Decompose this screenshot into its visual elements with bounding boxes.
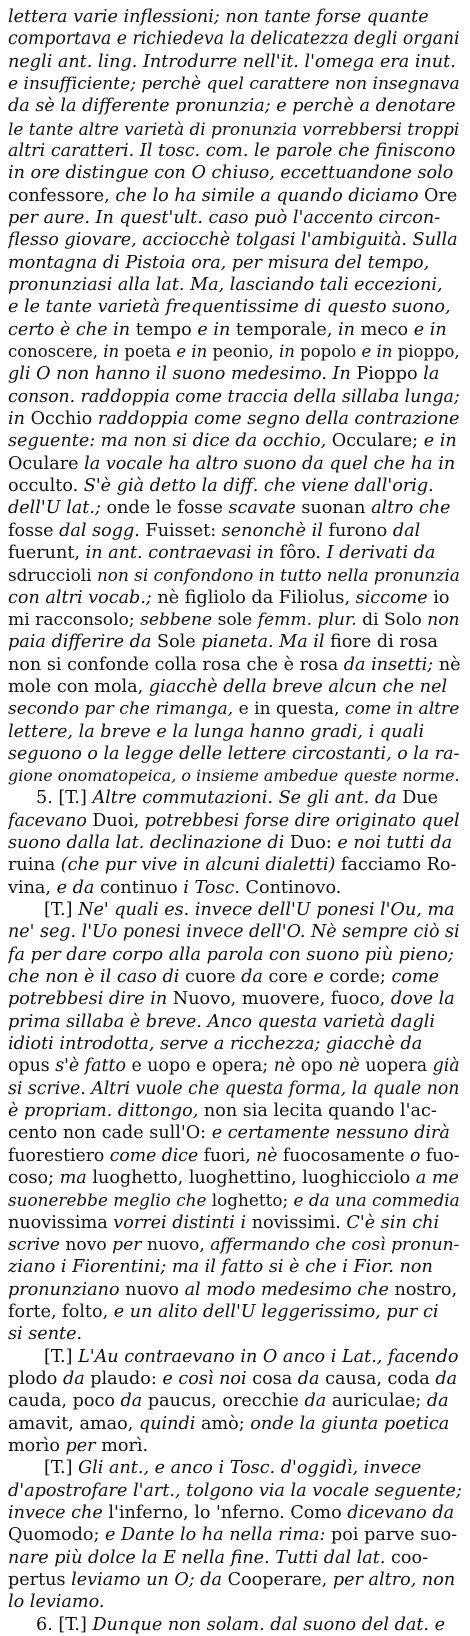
text-line (8, 73, 462, 95)
text-segment: secondo par che rimanga, (8, 699, 239, 720)
text-segment: amavit, amao, (8, 1413, 139, 1434)
text-segment: onde la giunta poetica (250, 1413, 450, 1434)
text-segment: si sente. (8, 1324, 83, 1345)
text-line (8, 1569, 462, 1591)
text-segment: idioti introdotta, serve a ricchezza; giacchè da (8, 1034, 423, 1055)
text-segment: montagna di Pistoia ora, per misura del tempo, (8, 252, 430, 273)
text-segment: con altri vocab.; (8, 587, 158, 608)
text-segment: comportava e richiedeva la delicatezza degli organi (8, 29, 460, 50)
text-segment: non sia lecita quando l'ac- (203, 1101, 437, 1122)
text-segment: raddoppia come segno della contrazione (97, 408, 460, 429)
text-line (8, 542, 462, 564)
text-segment: ziano i Fiorentini; ma il fatto si è che i Fior. non (8, 1257, 433, 1278)
text-segment: senonchè il (221, 520, 329, 541)
text-segment: forte, folto, (8, 1302, 114, 1323)
text-segment: furono (328, 520, 393, 541)
text-line (8, 1524, 462, 1546)
text-segment: seguente: ma non si dice da occhio, (8, 431, 332, 452)
text-segment: negli ant. ling. Introdurre nell'it. l'omega era inut. (8, 51, 456, 72)
text-line (8, 319, 462, 341)
text-segment: fuorestiero (8, 1145, 110, 1166)
text-line (8, 1346, 462, 1368)
text-segment: da (426, 1391, 449, 1412)
text-segment: i Tosc. (183, 877, 246, 898)
text-segment: nè figliolo da Filiolus, (157, 587, 356, 608)
text-segment: sole (217, 609, 258, 630)
text-line (8, 654, 462, 676)
text-segment: mi racconsolo; (8, 609, 141, 630)
text-segment: da (120, 1391, 148, 1412)
text-line (8, 1078, 462, 1100)
text-segment: leviamo un O; da (71, 1569, 228, 1590)
text-segment: Gli ant., e anco i Tosc. d'oggidì, invece (78, 1458, 422, 1479)
text-line (8, 1435, 462, 1457)
text-segment: Quomodo; (8, 1525, 105, 1546)
text-line (8, 520, 462, 542)
text-segment: plaudo: (90, 1369, 163, 1390)
text-segment: che lo ha simile a quando diciamo (115, 185, 425, 206)
text-line (8, 252, 462, 274)
text-segment: dell'U lat.; (8, 498, 107, 519)
text-segment: pioppo, (397, 341, 460, 361)
text-line (8, 587, 462, 609)
text-line (8, 453, 462, 475)
text-segment: fiore di rosa (330, 632, 438, 653)
text-line (8, 721, 462, 743)
text-segment: scrive (8, 1235, 66, 1256)
text-segment: si scrive. Altri vuole che questa forma, la quale non (8, 1078, 460, 1099)
text-segment: Occulare; (331, 431, 424, 452)
text-segment: pianeta. Ma il (201, 632, 331, 653)
text-segment: siccome (355, 587, 434, 608)
text-line (8, 363, 462, 385)
text-segment: tempo (135, 319, 198, 340)
text-line (8, 475, 462, 497)
text-segment: e in questa, (238, 699, 345, 720)
text-segment: lettera varie inflessioni; non tante forse quante (8, 7, 429, 27)
text-segment: pertus (8, 1569, 72, 1590)
text-line (8, 877, 462, 899)
text-line (8, 1502, 462, 1524)
text-segment: che non è il caso di (8, 967, 185, 988)
text-line (8, 229, 462, 251)
text-segment: prima sillaba è breve. Anco questa varietà dagli (8, 1011, 435, 1032)
text-segment: la (423, 364, 440, 385)
text-segment: di Solo (362, 609, 428, 630)
text-line (8, 1234, 462, 1256)
text-segment: Continovo. (245, 877, 342, 898)
text-segment: e le tante varietà frequentissime di questo suono, (8, 297, 451, 318)
text-segment: temporale, (235, 319, 339, 340)
text-segment: pronunziasi alla lat. Ma, lasciando tali eccezioni, (8, 274, 443, 295)
text-segment: 6. [T.] (36, 1614, 93, 1635)
text-segment: paucus, orecchie (147, 1391, 305, 1412)
text-line (8, 1011, 462, 1033)
text-segment: nuovo (125, 1279, 185, 1300)
text-line (8, 497, 462, 519)
text-segment: altri caratteri. Il tosc. com. le parole che finiscono (8, 140, 456, 161)
text-segment: [T.] (44, 1346, 79, 1367)
text-segment: da insetti; (343, 654, 439, 675)
text-segment: e noi tutti da (337, 833, 453, 854)
text-segment: e in (197, 319, 236, 340)
text-segment: auriculae; (331, 1391, 427, 1412)
text-line (8, 631, 462, 653)
text-segment: dove la (390, 989, 455, 1010)
text-line (8, 1480, 462, 1502)
text-segment: per (65, 1436, 102, 1456)
text-segment: Occhio (30, 408, 98, 429)
text-segment: Dunque non solam. dal suono del dat. e (92, 1614, 446, 1635)
text-segment: e in (423, 431, 457, 452)
text-segment: da (435, 1369, 458, 1390)
text-segment: l'inferno, lo 'nferno. Como (108, 1502, 348, 1523)
text-line (8, 386, 462, 408)
text-segment: facciamo Ro- (340, 855, 457, 876)
text-segment: per altro, non (332, 1569, 456, 1590)
text-segment: conoscere, (8, 341, 104, 361)
text-segment: potrebbesi forse dire originato quel (144, 810, 460, 831)
text-line (8, 296, 462, 318)
text-line (8, 28, 462, 50)
text-line (8, 609, 462, 631)
text-segment: fuocosamente (282, 1145, 411, 1166)
text-segment: Duo: (289, 833, 338, 854)
text-line (8, 341, 462, 363)
text-segment: peonio, (212, 341, 279, 361)
text-segment: uopera (365, 1056, 433, 1077)
text-segment: meco (360, 319, 414, 340)
text-line (8, 921, 462, 943)
text-segment: pronunziano (8, 1279, 126, 1300)
text-segment: fuerunt, (8, 542, 86, 563)
text-line (8, 676, 462, 698)
text-segment: loghetto; (211, 1190, 294, 1211)
text-segment: quindi (138, 1413, 201, 1434)
text-segment: suonan (301, 498, 372, 519)
text-segment: io (433, 587, 450, 608)
text-segment: [T.] (44, 900, 79, 921)
text-segment: novissimi. (251, 1212, 347, 1233)
text-segment: plodo (8, 1369, 63, 1390)
text-segment: scavate (228, 498, 302, 519)
text-segment: 5. [T.] (36, 788, 93, 809)
text-line (8, 899, 462, 921)
text-segment: in (279, 341, 301, 361)
text-line (8, 1256, 462, 1278)
text-segment: poeta (124, 341, 177, 361)
text-segment: fa per dare corpo alla parola con suono più pieno; (8, 944, 454, 965)
text-segment: e Dante lo ha nella rima: (105, 1525, 332, 1546)
text-segment: come in altre (344, 699, 460, 720)
text-segment: da (297, 1369, 326, 1390)
text-segment: novo (65, 1235, 113, 1256)
text-segment: morìo (8, 1436, 66, 1456)
text-segment: Pioppo (356, 364, 424, 385)
text-segment: e certamente nessuno dirà (211, 1123, 450, 1144)
text-segment: ma (59, 1168, 93, 1189)
text-line (8, 118, 462, 140)
text-segment: Ore (424, 185, 458, 206)
text-line (8, 1323, 462, 1345)
text-line (8, 1413, 462, 1435)
text-line (8, 966, 462, 988)
text-segment: ne' seg. l'Uo ponesi invece dell'O. Nè sempre ciò si (8, 922, 460, 943)
text-segment: lo leviamo. (8, 1592, 105, 1613)
text-segment: giacchè della breve alcun che nel (148, 676, 448, 697)
text-segment: amò; (200, 1413, 251, 1434)
text-line (8, 6, 462, 28)
text-segment: ruina (8, 855, 61, 876)
text-segment: gli O non hanno il suono medesimo. In (8, 364, 357, 385)
text-line (8, 1591, 462, 1613)
text-segment: dal sogg. (59, 520, 146, 541)
text-segment: non (427, 609, 460, 630)
text-segment: Ne' quali es. invece dell'U ponesi l'Ou, ma (78, 900, 455, 921)
text-segment: in ore distingue con O chiuso, eccettuandone solo (8, 163, 454, 184)
text-segment: sebbene (140, 609, 218, 630)
text-line (8, 832, 462, 854)
text-segment: e un alito dell'U leggerissimo, pur ci (113, 1302, 439, 1323)
text-segment: Altre commutazioni. Se gli ant. da (92, 788, 403, 809)
text-segment: cosa (252, 1369, 298, 1390)
text-segment: L'Au contraevano in O anco i Lat., facendo (78, 1346, 459, 1367)
text-segment: [T.] (44, 1458, 79, 1479)
text-segment: d'apostrofare l'art., tolgono via la vocale seguente; (8, 1480, 462, 1501)
text-segment: vorrei distinti i (113, 1212, 252, 1233)
text-segment: non si confonde colla rosa che è rosa (8, 654, 344, 675)
text-segment: Due (402, 788, 439, 809)
text-line (8, 185, 462, 207)
text-segment: in (103, 341, 125, 361)
text-segment: nuovissima (8, 1212, 114, 1233)
text-segment: nè (338, 1056, 366, 1077)
text-segment: la vocale ha altro suono da quel che ha in (84, 453, 456, 474)
text-segment: cauda, poco (8, 1391, 121, 1412)
text-segment: opo (300, 1056, 339, 1077)
text-segment: flesso giovare, acciocchè tolgasi l'ambiguità. Sulla (8, 230, 458, 251)
text-line (8, 430, 462, 452)
text-line (8, 765, 462, 787)
text-segment: lettere, la breve e la lunga hanno gradi, i quali (8, 721, 425, 742)
text-segment: da sè la differente pronunzia; e perchè a denotare (8, 96, 456, 117)
text-segment: Cooperare, (227, 1569, 333, 1590)
text-segment: al modo medesimo che (184, 1279, 395, 1300)
text-segment: Duoi, (92, 810, 145, 831)
text-segment: nostro, (394, 1279, 458, 1300)
text-segment: facevano (8, 810, 93, 831)
text-line (8, 1301, 462, 1323)
text-line (8, 51, 462, 73)
document-page (8, 6, 462, 1636)
text-segment: (che pur vive in alcuni dialetti) (60, 855, 341, 876)
text-segment: sdruccioli (8, 565, 97, 586)
text-line (8, 1033, 462, 1055)
text-line (8, 1100, 462, 1122)
text-segment: fuori, (203, 1145, 257, 1166)
text-segment: cuore (184, 967, 242, 988)
text-segment: cento non cade sull'O: (8, 1123, 212, 1144)
text-line (8, 810, 462, 832)
text-segment: dal (392, 520, 421, 541)
text-line (8, 95, 462, 117)
text-segment: confessore, (8, 185, 116, 206)
text-line (8, 162, 462, 184)
text-segment: fosse (8, 520, 60, 541)
text-line (8, 1614, 462, 1636)
text-line (8, 988, 462, 1010)
text-segment: C'è sin chi (346, 1212, 440, 1233)
text-segment: fôro. (279, 542, 327, 563)
text-segment: da (241, 967, 269, 988)
text-segment: e insufficiente; perchè quel carattere non insegnava (8, 73, 460, 94)
text-line (8, 787, 462, 809)
text-segment: e in (413, 319, 447, 340)
text-line (8, 1390, 462, 1412)
text-line (8, 564, 462, 586)
text-segment: mole con mola, (8, 676, 149, 697)
text-segment: è propriam. dittongo, (8, 1101, 204, 1122)
text-line (8, 274, 462, 296)
text-segment: Fuisset: (145, 520, 222, 541)
text-line (8, 140, 462, 162)
text-segment: coso; (8, 1168, 60, 1189)
text-segment: e da (56, 877, 100, 898)
text-segment: morì. (101, 1436, 149, 1456)
text-segment: in (338, 319, 361, 340)
text-line (8, 854, 462, 876)
text-segment: coo- (391, 1547, 429, 1568)
text-segment: in ant. contraevasi in (85, 542, 280, 563)
text-segment: femm. plur. (257, 609, 363, 630)
text-segment: e in (361, 341, 398, 361)
text-segment: e uopo e opera; (131, 1056, 274, 1077)
text-line (8, 1055, 462, 1077)
text-segment: nè (438, 654, 461, 675)
text-segment: paia differire da (8, 632, 158, 653)
text-segment: popolo (300, 341, 362, 361)
text-segment: core (268, 967, 314, 988)
text-segment: nè (256, 1145, 283, 1166)
text-segment: fuo- (425, 1145, 460, 1166)
text-segment: gione onomatopeica, o insieme ambedue queste norme. (8, 766, 460, 786)
text-segment: dicevano da (347, 1502, 455, 1523)
text-line (8, 207, 462, 229)
text-segment: da (62, 1369, 91, 1390)
text-segment: da (304, 1391, 332, 1412)
text-segment: come dice (109, 1145, 204, 1166)
text-segment: altro che (371, 498, 451, 519)
text-line (8, 1547, 462, 1569)
text-segment: poi parve suo- (331, 1525, 458, 1546)
text-segment: s'è fatto (55, 1056, 132, 1077)
text-segment: affermando che così pronun- (210, 1235, 460, 1256)
text-segment: già (432, 1056, 460, 1077)
text-segment: invece che (8, 1502, 109, 1523)
text-segment: per aure. In quest'ult. caso può l'accento circon- (8, 207, 441, 228)
text-segment: nè (273, 1056, 301, 1077)
text-segment: I derivati da (326, 542, 436, 563)
text-segment: Sole (157, 632, 202, 653)
text-line (8, 698, 462, 720)
text-segment: e (313, 967, 330, 988)
text-segment: non si confondono in tutto nella pronunzia (96, 565, 460, 586)
text-segment: occulto. (8, 475, 84, 496)
text-segment: S'è già detto la diff. che viene dall'orig. (83, 475, 434, 496)
text-segment: e così noi (162, 1369, 253, 1390)
text-segment: a me (415, 1168, 459, 1189)
text-segment: nuovo, (146, 1235, 211, 1256)
text-segment: suono dalla lat. declinazione di (8, 833, 290, 854)
text-line (8, 1368, 462, 1390)
text-segment: e in (176, 341, 213, 361)
text-segment: o (410, 1145, 426, 1166)
text-segment: come (391, 967, 439, 988)
text-segment: certo è che in (8, 319, 136, 340)
text-line (8, 1457, 462, 1479)
text-segment: opus (8, 1056, 56, 1077)
text-segment: e da una commedia (293, 1190, 460, 1211)
text-line (8, 944, 462, 966)
text-segment: seguono o la legge delle lettere circostanti, o la ra- (8, 743, 460, 764)
text-segment: Nuovo, muovere, fuoco, (172, 989, 391, 1010)
text-segment: onde le fosse (106, 498, 229, 519)
text-line (8, 743, 462, 765)
text-line (8, 1167, 462, 1189)
text-segment: suonerebbe meglio che (8, 1190, 212, 1211)
text-segment: continuo (99, 877, 184, 898)
text-line (8, 1122, 462, 1144)
text-segment: vina, (8, 877, 57, 898)
text-line (8, 408, 462, 430)
text-line (8, 1189, 462, 1211)
text-line (8, 1212, 462, 1234)
text-segment: causa, coda (325, 1369, 436, 1390)
text-segment: nare più dolce la E nella fine. Tutti dal lat. (8, 1547, 392, 1568)
text-line (8, 1145, 462, 1167)
text-segment: per (112, 1235, 147, 1256)
text-segment: potrebbesi dire in (8, 989, 173, 1010)
text-segment: Oculare (8, 453, 85, 474)
text-segment: le tante altre varietà di pronunzia vorrebbersi troppi (8, 118, 460, 139)
text-segment: in (8, 408, 31, 429)
text-segment: luoghetto, luoghettino, luoghicciolo (92, 1168, 416, 1189)
text-line (8, 1279, 462, 1301)
text-segment: corde; (329, 967, 392, 988)
text-segment: conson. raddoppia come traccia della sillaba lunga; (8, 386, 460, 407)
